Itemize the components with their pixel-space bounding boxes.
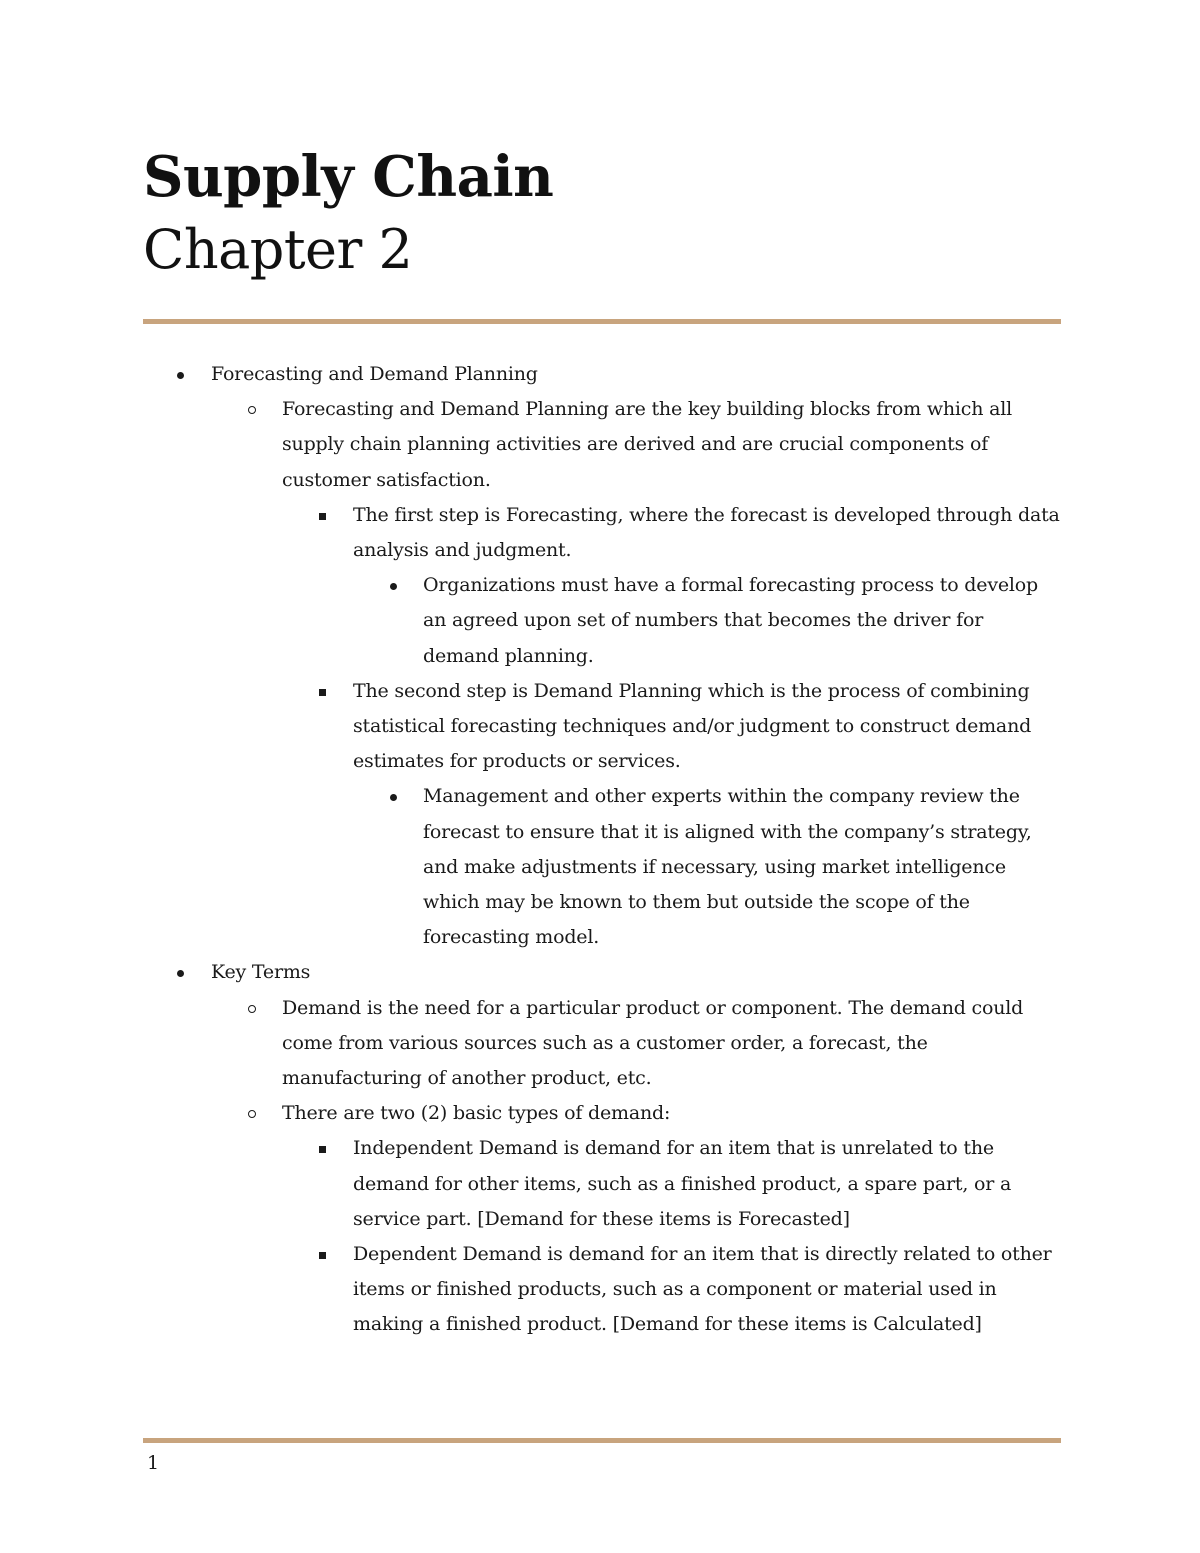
hollow-circle-bullet-icon [248,406,256,414]
list-item-text: The second step is Demand Planning which is the process of combining statistical forecasting techniques and/or judgment to construct demand estimates for products or services. [353,679,1032,773]
outline-list [0,357,1200,1343]
document-subtitle: Chapter 2 [143,218,413,281]
list-item [0,674,1200,780]
list-item [0,955,1200,990]
hollow-circle-bullet-icon [248,1005,256,1013]
list-item-text: Organizations must have a formal forecasting process to develop an agreed upon set of numbers that becomes the driver for demand planning. [423,574,1038,667]
hollow-circle-bullet-icon [248,1110,256,1118]
list-item-text: Key Terms [211,961,311,984]
list-item [0,991,1200,1097]
document-title: Supply Chain [143,144,554,210]
filled-dot-bullet-icon [177,372,184,379]
list-item-text: There are two (2) basic types of demand: [282,1102,671,1125]
list-item [0,498,1200,568]
list-item [0,568,1200,674]
header-divider [143,319,1061,324]
list-item [0,779,1200,955]
list-item [0,1237,1200,1343]
list-item-text: Demand is the need for a particular product or component. The demand could come from various sources such as a customer order, a forecast, the manufacturing of another product, etc. [282,996,1024,1090]
filled-dot-bullet-icon [177,970,184,977]
footer-divider [143,1438,1061,1443]
list-item-text: Forecasting and Demand Planning [211,363,538,385]
filled-square-bullet-icon [319,513,326,520]
list-item [0,1131,1200,1237]
filled-square-bullet-icon [319,1146,326,1153]
filled-dot-bullet-icon [390,794,397,801]
list-item-text: Forecasting and Demand Planning are the key building blocks from which all supply chain planning activities are derived and are crucial components of customer satisfaction. [282,398,1013,491]
list-item-text: Management and other experts within the company review the forecast to ensure that it is aligned with the company’s strategy, and make adjustments if necessary, using market intelligence which may be known to them but outside the scope of the forecasting model. [423,785,1032,949]
filled-dot-bullet-icon [390,583,397,590]
filled-square-bullet-icon [319,689,326,696]
list-item [0,1096,1200,1131]
list-item-text: Dependent Demand is demand for an item that is directly related to other items or finished products, such as a component or material used in making a finished product. [Demand for these items is Calculated] [353,1243,1052,1336]
filled-square-bullet-icon [319,1252,326,1259]
list-item-text: The first step is Forecasting, where the forecast is developed through data analysis and judgment. [353,503,1060,562]
list-item [0,357,1200,392]
list-item-text: Independent Demand is demand for an item that is unrelated to the demand for other items, such as a finished product, a spare part, or a service part. [Demand for these items is Forecasted] [353,1137,1012,1230]
page-number: 1 [147,1452,160,1474]
list-item [0,392,1200,498]
